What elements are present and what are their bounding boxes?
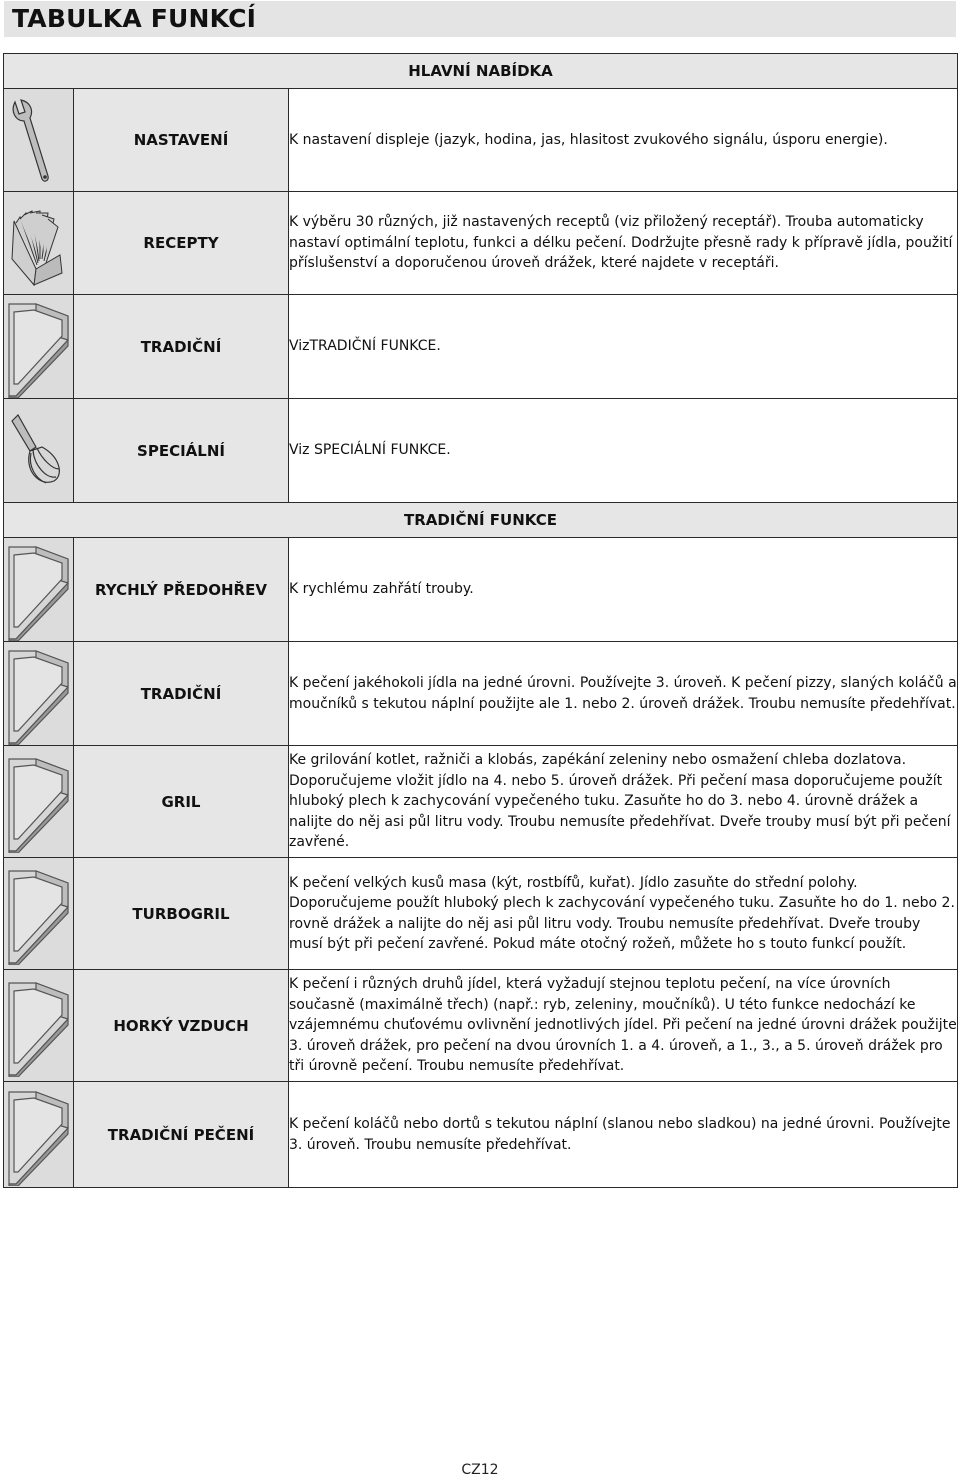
function-name: TURBOGRIL — [74, 858, 289, 970]
function-name: RECEPTY — [74, 192, 289, 295]
table-row — [4, 399, 958, 503]
section-heading: TRADIČNÍ FUNKCE — [4, 503, 958, 538]
section-heading: HLAVNÍ NABÍDKA — [4, 54, 958, 89]
function-name: SPECIÁLNÍ — [74, 399, 289, 503]
table-row — [4, 538, 958, 642]
baking-tray-icon — [4, 539, 73, 641]
icon-cell — [4, 858, 74, 970]
wrench-icon — [4, 92, 73, 188]
table-row — [4, 746, 958, 858]
function-name: HORKÝ VZDUCH — [74, 970, 289, 1082]
icon-cell — [4, 746, 74, 858]
icon-cell — [4, 538, 74, 642]
function-name: GRIL — [74, 746, 289, 858]
icon-cell — [4, 89, 74, 192]
table-row — [4, 1082, 958, 1188]
page-header — [4, 1, 956, 37]
function-description: K pečení velkých kusů masa (kýt, rostbífů, kuřat). Jídlo zasuňte do střední polohy. Doporučujeme použít hluboký plech k zachycování vypečeného tuku. Zasuňte ho do 1. nebo 2. rovně drážek a nalijte do něj asi půl litru vody. Troubu nemusíte předehřívat. Dveře trouby musí být při pečení zavřené. Pokud máte otočný rožeň, můžete ho s touto funkcí použít. — [289, 858, 958, 970]
section-header-row — [4, 54, 958, 89]
icon-cell — [4, 295, 74, 399]
table-row — [4, 89, 958, 192]
function-description: K nastavení displeje (jazyk, hodina, jas, hlasitost zvukového signálu, úsporu energie). — [289, 89, 958, 192]
function-table — [3, 53, 958, 1188]
page-title: TABULKA FUNKCÍ — [12, 4, 257, 33]
function-name: TRADIČNÍ — [74, 642, 289, 746]
icon-cell — [4, 1082, 74, 1188]
book-icon — [4, 195, 73, 291]
function-name: TRADIČNÍ — [74, 295, 289, 399]
icon-cell — [4, 192, 74, 295]
baking-tray-icon — [4, 296, 73, 398]
function-description: K pečení koláčů nebo dortů s tekutou náplní (slanou nebo sladkou) na jedné úrovni. Používejte 3. úroveň. Troubu nemusíte předehřívat. — [289, 1082, 958, 1188]
icon-cell — [4, 399, 74, 503]
table-row — [4, 642, 958, 746]
section-header-row — [4, 503, 958, 538]
function-description: Ke grilování kotlet, ražniči a klobás, zapékání zeleniny nebo osmažení chleba dozlatova. Doporučujeme vložit jídlo na 4. nebo 5. úroveň drážek. Při pečení masa doporučujeme použít hluboký plech k zachycování vypečeného tuku. Zasuňte ho do 3. nebo 4. úrovně drážek a nalijte do něj asi půl litru vody. Troubu nemusíte předehřívat. Dveře trouby musí být při pečení zavřené. — [289, 746, 958, 858]
function-description: K pečení i různých druhů jídel, která vyžadují stejnou teplotu pečení, na více úrovních současně (maximálně třech) (např.: ryb, zeleniny, moučníků). U této funkce nedochází ke vzájemnému chuťovému ovlivnění jednotlivých jídel. Při pečení na jedné úrovni drážek použijte 3. úroveň drážek, pro pečení na dvou úrovních 1. a 4. úroveň, a 1., 3., a 5. úroveň drážek pro tři úrovně pečení. Troubu nemusíte předehřívat. — [289, 970, 958, 1082]
whisk-icon — [4, 403, 73, 499]
function-description: VizTRADIČNÍ FUNKCE. — [289, 295, 958, 399]
function-name: TRADIČNÍ PEČENÍ — [74, 1082, 289, 1188]
baking-tray-icon — [4, 751, 73, 853]
icon-cell — [4, 642, 74, 746]
function-name: NASTAVENÍ — [74, 89, 289, 192]
page-number: CZ12 — [461, 1462, 499, 1478]
function-description: Viz SPECIÁLNÍ FUNKCE. — [289, 399, 958, 503]
table-row — [4, 858, 958, 970]
baking-tray-icon — [4, 643, 73, 745]
function-description: K rychlému zahřátí trouby. — [289, 538, 958, 642]
icon-cell — [4, 970, 74, 1082]
table-row — [4, 970, 958, 1082]
baking-tray-icon — [4, 863, 73, 965]
function-description: K výběru 30 různých, již nastavených receptů (viz přiložený receptář). Trouba automaticky nastaví optimální teplotu, funkci a délku pečení. Dodržujte přesně rady k přípravě jídla, použití příslušenství a doporučenou úroveň drážek, které najdete v receptáři. — [289, 192, 958, 295]
table-row — [4, 295, 958, 399]
baking-tray-icon — [4, 975, 73, 1077]
baking-tray-icon — [4, 1084, 73, 1186]
function-description: K pečení jakéhokoli jídla na jedné úrovni. Používejte 3. úroveň. K pečení pizzy, slaných koláčů a moučníků s tekutou náplní použijte ale 1. nebo 2. úroveň drážek. Troubu nemusíte předehřívat. — [289, 642, 958, 746]
table-row — [4, 192, 958, 295]
function-name: RYCHLÝ PŘEDOHŘEV — [74, 538, 289, 642]
